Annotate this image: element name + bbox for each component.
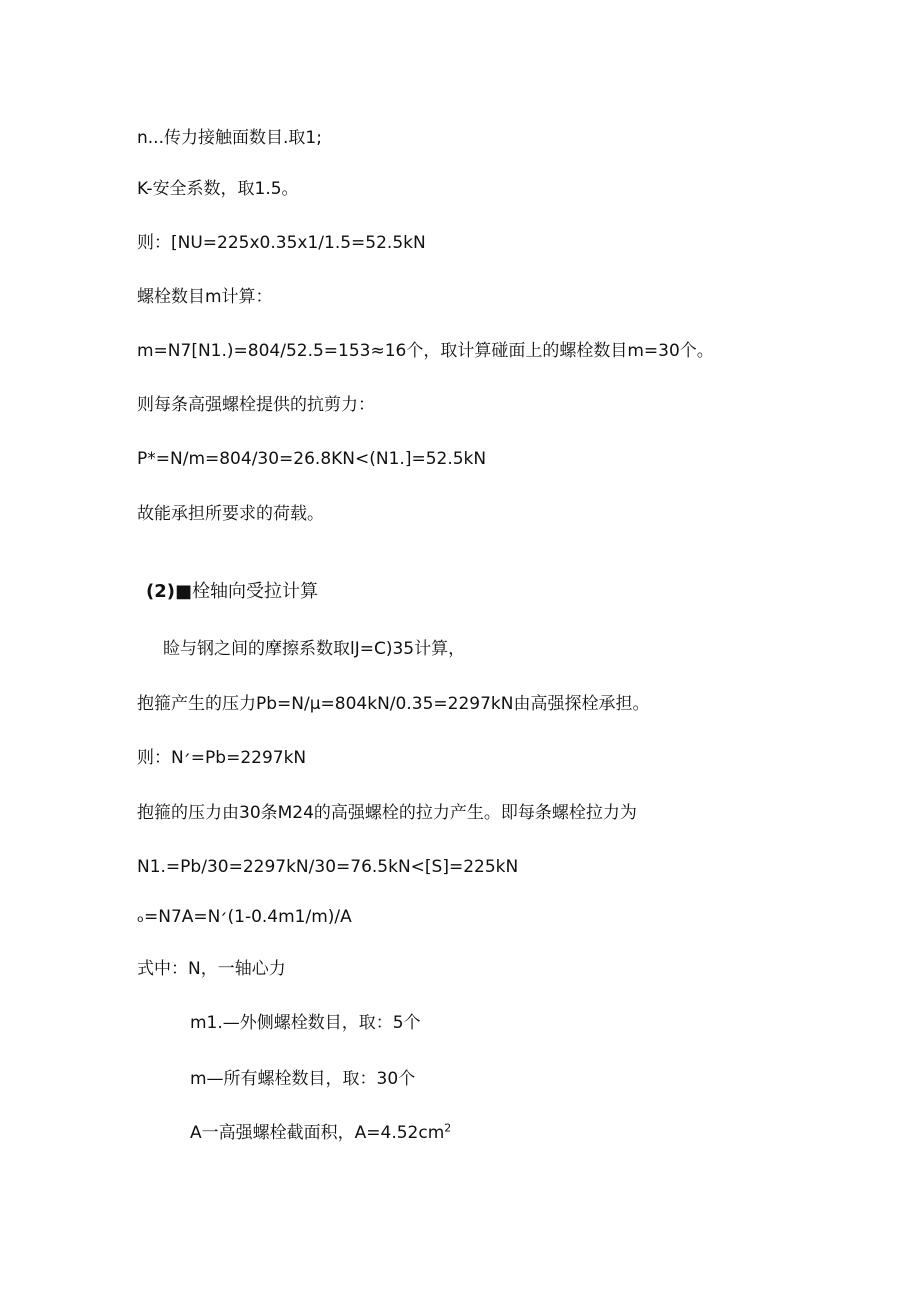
text-line-bolt-tension-calc: N1.=Pb∕30=2297kN∕30=76.5kN<[S]=225kN — [137, 857, 519, 877]
text-line-def-outer-bolts: m1.—外侧螺栓数目，取：5个 — [190, 1013, 421, 1033]
text-line-safety-factor: K-安全系数，取1.5。 — [137, 179, 299, 199]
section-heading-axial-tension — [146, 581, 318, 603]
bolt-area-superscript: 2 — [444, 1121, 452, 1135]
text-line-def-bolt-area — [190, 1122, 451, 1144]
section-marker: ■ — [174, 581, 192, 602]
text-line-bolt-count-calc: m=N7[N1.)=804∕52.5=153≈16个，取计算碰面上的螺栓数目m=30个。 — [137, 341, 714, 361]
text-line-def-all-bolts: m—所有螺栓数目，取：30个 — [190, 1069, 416, 1089]
bolt-area-text: A一高强螺栓截面积，A=4.52cm — [190, 1123, 445, 1143]
section-number: (2) — [146, 581, 175, 602]
text-line-shear-per-bolt-heading: 则每条高强螺栓提供的抗剪力： — [137, 395, 375, 415]
text-line-stress-formula: ₒ=N7A=N׳(1-0.4m1∕m)/A — [137, 907, 352, 927]
text-line-shear-capacity: 则：[NU=225x0.35x1∕1.5=52.5kN — [137, 233, 426, 253]
text-line-contact-surfaces: n...传力接触面数目.取1; — [137, 128, 322, 148]
text-line-bolt-count-heading: 螺栓数目m计算： — [137, 287, 273, 307]
text-line-hoop-pressure: 抱箍产生的压力Pb=N∕μ=804kN∕0.35=2297kN由高强探栓承担。 — [137, 694, 650, 714]
text-line-where-axial-force: 式中：N，一轴心力 — [137, 959, 286, 979]
text-line-n-equals-pb: 则：N׳=Pb=2297kN — [137, 748, 307, 768]
section-title: 栓轴向受拉计算 — [192, 581, 318, 602]
text-line-shear-per-bolt-calc: P*=N∕m=804∕30=26.8KN<(N1.]=52.5kN — [137, 449, 487, 469]
text-line-friction-coefficient: 睑与钢之间的摩擦系数取lJ=C)35计算， — [163, 639, 466, 659]
text-line-bolt-tension-intro: 抱箍的压力由30条M24的高强螺栓的拉力产生。即每条螺栓拉力为 — [137, 803, 637, 823]
text-line-load-conclusion: 故能承担所要求的荷载。 — [137, 504, 324, 524]
